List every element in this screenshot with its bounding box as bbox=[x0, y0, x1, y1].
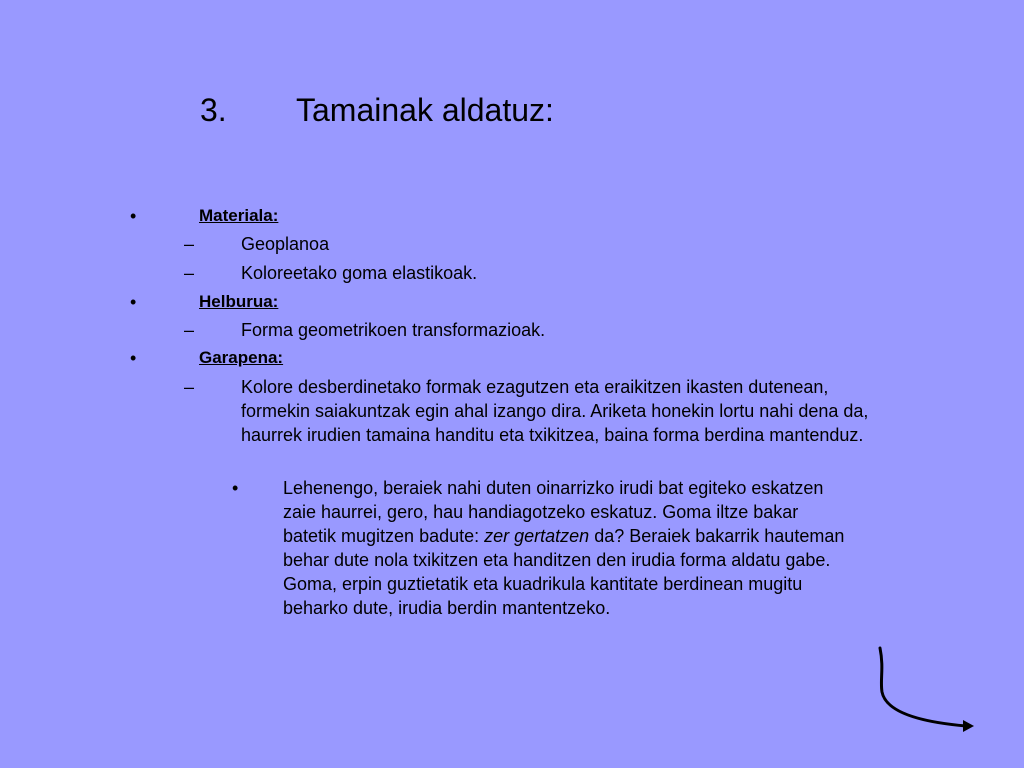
dash-marker: – bbox=[184, 377, 195, 397]
list-item: Geoplanoa bbox=[241, 234, 330, 254]
title-number: 3. bbox=[200, 92, 227, 128]
sub-bullet-text-italic: zer gertatzen bbox=[484, 526, 590, 546]
list-item: Forma geometrikoen transformazioak. bbox=[241, 320, 546, 340]
dash-marker: – bbox=[184, 320, 195, 340]
sub-bullet-marker: • bbox=[232, 478, 239, 498]
title-text: Tamainak aldatuz: bbox=[296, 92, 554, 128]
list-item-paragraph: Kolore desberdinetako formak ezagutzen eta eraikitzen ikasten dutenean, formekin saiakuntzak egin ahal izango dira. Ariketa honekin lortu nahi dena da, haurrek irudien tamaina handitu eta txikitzea, baina forma berdina mantenduz. bbox=[241, 377, 869, 445]
sub-bullet-text-before: Lehenengo, beraiek nahi duten oinarrizko irudi bat egiteko eskatzen zaie haurrei, gero, hau handiagotzeko eskatuz. Goma iltze bakar batetik mugitzen badute: bbox=[283, 478, 824, 546]
bullet-marker: • bbox=[130, 348, 137, 368]
bullet-marker: • bbox=[130, 206, 137, 226]
section-heading-helburua: Helburua: bbox=[199, 292, 279, 311]
section-heading-materiala: Materiala: bbox=[199, 206, 279, 225]
section-heading-garapena: Garapena: bbox=[199, 348, 284, 367]
sub-bullet-text-after: da? Beraiek bakarrik hauteman behar dute nola txikitzen eta handitzen den irudia forma aldatu gabe. Goma, erpin guztietatik eta kuadrikula kantitate berdinean mugitu beharko dute, irudia berdin mantentzeko. bbox=[283, 526, 845, 618]
bullet-marker: • bbox=[130, 292, 137, 312]
list-item: Koloreetako goma elastikoak. bbox=[241, 263, 478, 283]
dash-marker: – bbox=[184, 234, 195, 254]
dash-marker: – bbox=[184, 263, 195, 283]
